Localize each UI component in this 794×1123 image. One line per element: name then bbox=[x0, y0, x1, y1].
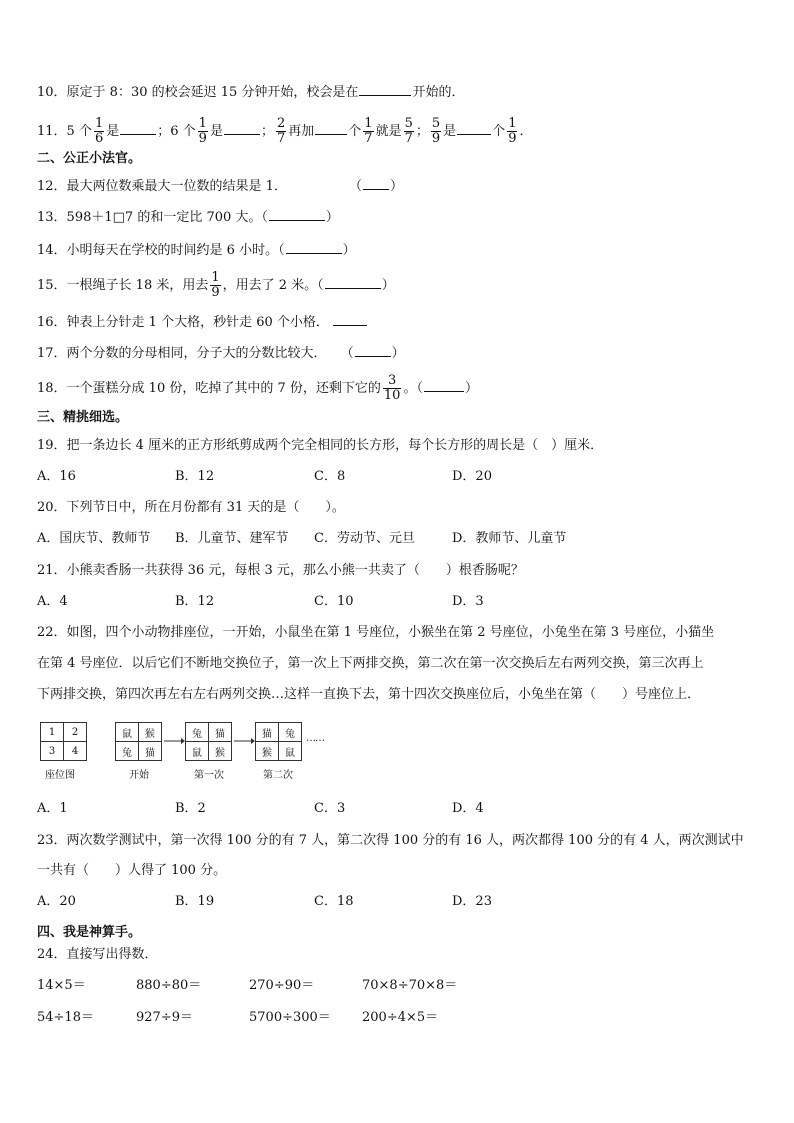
question-text: ； bbox=[415, 124, 429, 139]
calc-item[interactable]: 14×5＝ bbox=[37, 978, 86, 993]
calc-item[interactable]: 54÷18＝ bbox=[37, 1010, 94, 1025]
paren-close: ） bbox=[381, 278, 395, 293]
option-c[interactable]: C．10 bbox=[314, 594, 354, 609]
fraction bbox=[383, 374, 402, 403]
numerator: 1 bbox=[508, 116, 517, 131]
question-number: 14． bbox=[37, 243, 67, 258]
question-number: 23． bbox=[37, 833, 67, 848]
option-b[interactable]: B．19 bbox=[175, 894, 215, 909]
option-a[interactable]: A．20 bbox=[37, 894, 76, 909]
option-b[interactable]: B．12 bbox=[175, 469, 215, 484]
paren-close: ） bbox=[391, 346, 405, 361]
option-b[interactable]: B．2 bbox=[175, 801, 206, 816]
question-23-line-2: 一共有（ ）人得了 100 分。 bbox=[37, 863, 227, 878]
question-text: ． bbox=[519, 124, 533, 139]
question-text: 下列节日中，所在月份都有 31 天的是（ ）。 bbox=[66, 500, 345, 515]
numerator: 5 bbox=[431, 116, 441, 131]
option-c[interactable]: C．8 bbox=[314, 469, 346, 484]
question-text: 直接写出得数． bbox=[66, 947, 158, 962]
animal-cell: 猴 bbox=[256, 742, 279, 761]
option-d[interactable]: D．4 bbox=[452, 801, 484, 816]
start-grid bbox=[115, 722, 162, 761]
question-text: 最大两位数乘最大一位数的结果是 1． bbox=[66, 179, 287, 194]
question-text: 开始的． bbox=[412, 85, 465, 100]
question-text: 再加 bbox=[288, 124, 315, 139]
question-text: 一根绳子长 18 米，用去 bbox=[66, 278, 209, 293]
question-17 bbox=[37, 343, 405, 363]
fraction bbox=[404, 117, 414, 146]
numerator: 2 bbox=[276, 116, 286, 131]
seat-cell: 4 bbox=[64, 742, 87, 761]
question-22-line-3: 下两排交换，第四次再左右左右两列交换…这样一直换下去，第十四次交换座位后，小兔坐在第（ ）号座位上． bbox=[37, 687, 701, 702]
answer-blank[interactable] bbox=[286, 240, 342, 254]
calc-item[interactable]: 70×8÷70×8＝ bbox=[362, 978, 458, 993]
numerator: 3 bbox=[383, 374, 402, 389]
calc-item[interactable]: 927÷9＝ bbox=[136, 1010, 193, 1025]
question-18 bbox=[37, 374, 478, 403]
first-swap-grid bbox=[185, 722, 232, 761]
denominator: 6 bbox=[94, 131, 104, 146]
option-a[interactable]: A．1 bbox=[37, 801, 68, 816]
answer-blank[interactable] bbox=[355, 343, 391, 357]
numerator: 1 bbox=[364, 116, 373, 131]
answer-blank[interactable] bbox=[424, 378, 464, 392]
answer-blank[interactable] bbox=[224, 121, 260, 135]
question-text: 就是 bbox=[375, 124, 402, 139]
question-text: 598＋1□7 的和一定比 700 大。（ bbox=[66, 210, 268, 225]
question-text: 小明每天在学校的时间约是 6 小时。（ bbox=[66, 243, 285, 258]
calc-item[interactable]: 270÷90＝ bbox=[249, 978, 315, 993]
fraction bbox=[210, 271, 220, 300]
animal-cell: 猴 bbox=[139, 723, 162, 742]
question-number: 11． bbox=[37, 124, 67, 139]
option-d[interactable]: D．教师节、儿童节 bbox=[452, 531, 567, 546]
arrow-right-icon bbox=[163, 736, 185, 746]
paren-close: ） bbox=[389, 179, 403, 194]
option-a[interactable]: A．16 bbox=[37, 469, 76, 484]
denominator: 7 bbox=[276, 131, 286, 146]
question-number: 18． bbox=[37, 381, 67, 396]
answer-blank[interactable] bbox=[269, 207, 325, 221]
question-text: 是 bbox=[443, 124, 457, 139]
denominator: 9 bbox=[198, 131, 207, 146]
animal-cell: 鼠 bbox=[279, 742, 302, 761]
question-21 bbox=[37, 562, 524, 580]
question-14 bbox=[37, 240, 356, 260]
option-d[interactable]: D．20 bbox=[452, 469, 492, 484]
question-text: 钟表上分针走 1 个大格，秒针走 60 个小格． bbox=[66, 315, 329, 330]
question-number: 20． bbox=[37, 500, 67, 515]
question-12 bbox=[37, 176, 403, 196]
option-c[interactable]: C．3 bbox=[314, 801, 346, 816]
question-16 bbox=[37, 312, 368, 332]
fraction bbox=[198, 117, 208, 146]
numerator: 1 bbox=[198, 116, 207, 131]
calc-item[interactable]: 5700÷300＝ bbox=[249, 1010, 331, 1025]
figure-caption: 第二次 bbox=[263, 770, 293, 781]
question-15 bbox=[37, 271, 395, 300]
fraction bbox=[431, 117, 441, 146]
question-11 bbox=[37, 117, 532, 146]
figure-caption: 开始 bbox=[129, 770, 149, 781]
paren-open: （ bbox=[348, 179, 362, 194]
question-text: 是 bbox=[106, 124, 120, 139]
numerator: 5 bbox=[404, 116, 413, 131]
question-23-line-1 bbox=[37, 832, 744, 850]
question-22-line-1 bbox=[37, 624, 714, 642]
animal-cell: 鼠 bbox=[186, 742, 209, 761]
question-22-line-2: 在第 4 号座位．以后它们不断地交换位子，第一次上下两排交换，第二次在第一次交换后左右两列交换，第三次再上 bbox=[37, 656, 704, 671]
option-b[interactable]: B．儿童节、建军节 bbox=[175, 531, 289, 546]
animal-cell: 兔 bbox=[116, 742, 139, 761]
question-text: ，用去了 2 米。（ bbox=[222, 278, 324, 293]
answer-blank[interactable] bbox=[457, 121, 491, 135]
denominator: 9 bbox=[211, 285, 220, 300]
animal-cell: 兔 bbox=[186, 723, 209, 742]
question-text: 。（ bbox=[403, 381, 423, 396]
answer-blank[interactable] bbox=[315, 121, 347, 135]
fraction bbox=[507, 117, 517, 146]
question-number: 16． bbox=[37, 315, 67, 330]
section-heading-2: 二、公正小法官。 bbox=[37, 151, 142, 166]
question-19 bbox=[37, 437, 603, 455]
question-text: 小熊卖香肠一共获得 36 元，每根 3 元，那么小熊一共卖了（ ）根香肠呢？ bbox=[66, 563, 524, 578]
denominator: 9 bbox=[508, 131, 517, 146]
question-number: 12． bbox=[37, 179, 67, 194]
seat-cell: 2 bbox=[64, 723, 87, 742]
second-swap-grid bbox=[255, 722, 302, 761]
question-number: 19． bbox=[37, 438, 67, 453]
question-number: 24． bbox=[37, 947, 67, 962]
section-heading-3: 三、精挑细选。 bbox=[37, 410, 129, 425]
option-a[interactable]: A．4 bbox=[37, 594, 68, 609]
numerator: 1 bbox=[211, 270, 220, 285]
question-text: 两个分数的分母相同，分子大的分数比较大． bbox=[66, 346, 327, 361]
question-10 bbox=[37, 82, 464, 102]
answer-blank[interactable] bbox=[363, 176, 389, 190]
question-text: 一个蛋糕分成 10 份，吃掉了其中的 7 份，还剩下它的 bbox=[66, 381, 381, 396]
option-a[interactable]: A．国庆节、教师节 bbox=[37, 531, 151, 546]
question-text: 把一条边长 4 厘米的正方形纸剪成两个完全相同的长方形，每个长方形的周长是（ ）厘米． bbox=[66, 438, 604, 453]
figure-caption: 座位图 bbox=[45, 770, 75, 781]
question-number: 10． bbox=[37, 85, 67, 100]
question-text: 是 bbox=[209, 124, 223, 139]
denominator: 10 bbox=[383, 388, 401, 403]
paren-close: ） bbox=[325, 210, 339, 225]
question-number: 15． bbox=[37, 278, 67, 293]
denominator: 7 bbox=[404, 131, 413, 146]
question-number: 17． bbox=[37, 346, 67, 361]
animal-cell: 猫 bbox=[139, 742, 162, 761]
animal-cell: 猫 bbox=[209, 723, 232, 742]
animal-cell: 猫 bbox=[256, 723, 279, 742]
question-text: 两次数学测试中，第一次得 100 分的有 7 人，第二次得 100 分的有 16 人，两次都得 100 分的有 4 人，两次测试中 bbox=[66, 833, 744, 848]
figure-caption: 第一次 bbox=[194, 770, 224, 781]
option-c[interactable]: C．劳动节、元旦 bbox=[314, 531, 415, 546]
denominator: 9 bbox=[431, 131, 441, 146]
continuation-dots: …… bbox=[306, 733, 324, 744]
numerator: 1 bbox=[94, 116, 104, 131]
animal-cell: 猴 bbox=[209, 742, 232, 761]
paren-close: ） bbox=[342, 243, 356, 258]
question-13 bbox=[37, 207, 339, 227]
fraction bbox=[363, 117, 373, 146]
question-text: 个 bbox=[348, 124, 362, 139]
fraction bbox=[94, 117, 104, 146]
denominator: 7 bbox=[364, 131, 373, 146]
question-text: 如图，四个小动物排座位，一开始，小鼠坐在第 1 号座位，小猴坐在第 2 号座位，小兔坐在第 3 号座位，小猫坐 bbox=[66, 625, 715, 640]
seat-cell: 3 bbox=[41, 742, 64, 761]
calc-item[interactable]: 880÷80＝ bbox=[136, 978, 202, 993]
question-number: 21． bbox=[37, 563, 67, 578]
question-text: 个 bbox=[492, 124, 506, 139]
fraction bbox=[276, 117, 286, 146]
arrow-right-icon bbox=[233, 736, 255, 746]
answer-blank[interactable] bbox=[120, 121, 156, 135]
question-number: 22． bbox=[37, 625, 67, 640]
question-text: ； bbox=[260, 124, 274, 139]
seat-cell: 1 bbox=[41, 723, 64, 742]
option-b[interactable]: B．12 bbox=[175, 594, 215, 609]
animal-cell: 兔 bbox=[279, 723, 302, 742]
option-d[interactable]: D．3 bbox=[452, 594, 484, 609]
calc-item[interactable]: 200÷4×5＝ bbox=[362, 1010, 439, 1025]
paren-open: （ bbox=[340, 346, 354, 361]
section-heading-4: 四、我是神算手。 bbox=[37, 925, 142, 940]
question-24 bbox=[37, 946, 158, 964]
answer-blank[interactable] bbox=[333, 312, 367, 326]
question-text: 5 个 bbox=[66, 124, 92, 139]
question-20 bbox=[37, 499, 345, 517]
question-number: 13． bbox=[37, 210, 67, 225]
animal-cell: 鼠 bbox=[116, 723, 139, 742]
answer-blank[interactable] bbox=[359, 82, 411, 96]
question-text: ；6 个 bbox=[157, 124, 196, 139]
option-d[interactable]: D．23 bbox=[452, 894, 492, 909]
answer-blank[interactable] bbox=[325, 275, 381, 289]
question-text: 原定于 8：30 的校会延迟 15 分钟开始，校会是在 bbox=[66, 85, 359, 100]
option-c[interactable]: C．18 bbox=[314, 894, 354, 909]
paren-close: ） bbox=[464, 381, 478, 396]
seat-number-grid bbox=[40, 722, 87, 761]
